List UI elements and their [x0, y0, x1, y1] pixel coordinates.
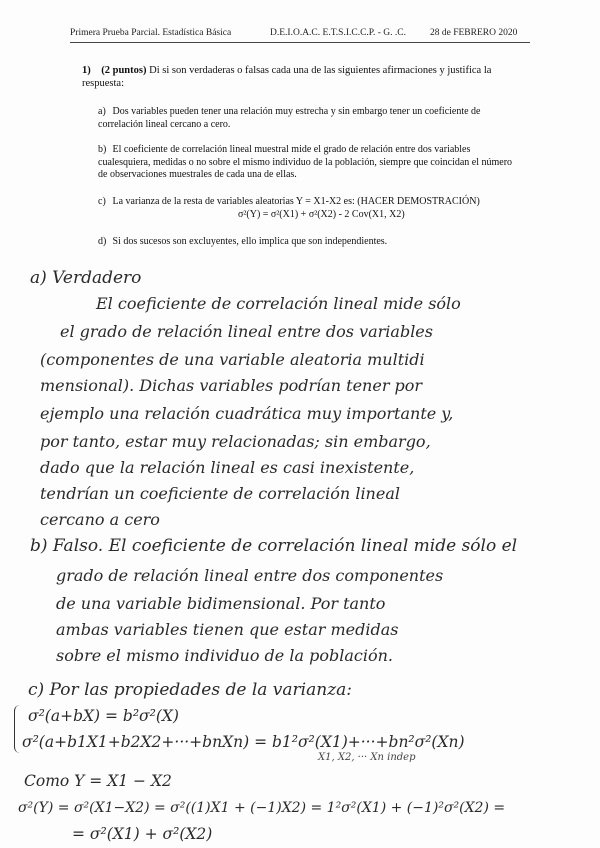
question-item-c	[98, 196, 516, 220]
item-text: La varianza de la resta de variables aleatorias Y = X1-X2 es: (HACER DEMOSTRACIÓN)	[112, 196, 480, 207]
answer-line: por tanto, estar muy relacionadas; sin embargo,	[40, 432, 431, 451]
answer-line: Como Y = X1 − X2	[24, 772, 172, 790]
independence-note: X1, X2, ··· Xn indep	[318, 752, 416, 763]
question-item-a	[98, 106, 516, 131]
variance-property-2: σ²(a+b1X1+b2X2+···+bnXn) = b1²σ²(X1)+···+bn²σ²(Xn)	[22, 733, 465, 751]
question-item-d	[98, 236, 516, 249]
question-text: Di si son verdaderas o falsas cada una de las siguientes afirmaciones y justifica la respuesta:	[82, 65, 492, 89]
answer-line: dado que la relación lineal es casi inexistente,	[40, 458, 415, 477]
answer-line: tendrían un coeficiente de correlación lineal	[40, 484, 400, 503]
answer-b-heading: b) Falso. El coeficiente de correlación lineal mide sólo el	[30, 536, 518, 556]
item-label: d)	[98, 236, 107, 247]
answer-line: grado de relación lineal entre dos componentes	[56, 566, 444, 585]
answer-line: de una variable bidimensional. Por tanto	[56, 594, 386, 613]
item-label: a)	[98, 106, 106, 117]
item-text: Dos variables pueden tener una relación muy estrecha y sin embargo tener un coeficiente de correlación lineal cercano a cero.	[98, 106, 481, 130]
derivation-result: = σ²(X1) + σ²(X2)	[72, 825, 213, 843]
question-statement	[82, 64, 514, 90]
answer-line: mensional). Dichas variables podrían tener por	[40, 376, 423, 395]
question-number: 1)	[82, 65, 91, 76]
answer-line: sobre el mismo individuo de la población.	[56, 646, 393, 665]
header-department: D.E.I.O.A.C. E.T.S.I.C.C.P. - G. .C.	[270, 28, 406, 38]
item-text: El coeficiente de correlación lineal muestral mide el grado de relación entre dos variables cualesquiera, medidas o no sobre el mismo individuo de la población, siempre que coincidan el número de observaciones muestrales de cada una de ellas.	[98, 144, 513, 180]
header-divider	[70, 42, 530, 43]
derivation-line: σ²(Y) = σ²(X1−X2) = σ²((1)X1 + (−1)X2) = 1²σ²(X1) + (−1)²σ²(X2) =	[18, 800, 506, 816]
item-label: b)	[98, 144, 107, 155]
item-text: Si dos sucesos son excluyentes, ello implica que son independientes.	[112, 236, 388, 247]
answer-a-heading: a) Verdadero	[30, 268, 142, 288]
header-course: Primera Prueba Parcial. Estadística Básica	[70, 28, 232, 38]
answer-line: (componentes de una variable aleatoria multidi	[40, 350, 425, 369]
item-label: c)	[98, 196, 106, 207]
answer-line: ambas variables tienen que estar medidas	[56, 620, 399, 639]
question-item-b	[98, 144, 516, 182]
answer-c-heading: c) Por las propiedades de la varianza:	[28, 680, 353, 700]
variance-property-1: σ²(a+bX) = b²σ²(X)	[28, 707, 179, 725]
answer-line: cercano a cero	[40, 510, 160, 529]
question-points: (2 puntos)	[101, 65, 147, 76]
header-date: 28 de FEBRERO 2020	[430, 28, 518, 38]
answer-line: ejemplo una relación cuadrática muy importante y,	[40, 404, 454, 423]
answer-line: El coeficiente de correlación lineal mide sólo	[96, 294, 461, 313]
variance-formula: σ²(Y) = σ²(X1) + σ²(X2) - 2 Cov(X1, X2)	[238, 208, 405, 220]
answer-line: el grado de relación lineal entre dos variables	[60, 322, 433, 341]
